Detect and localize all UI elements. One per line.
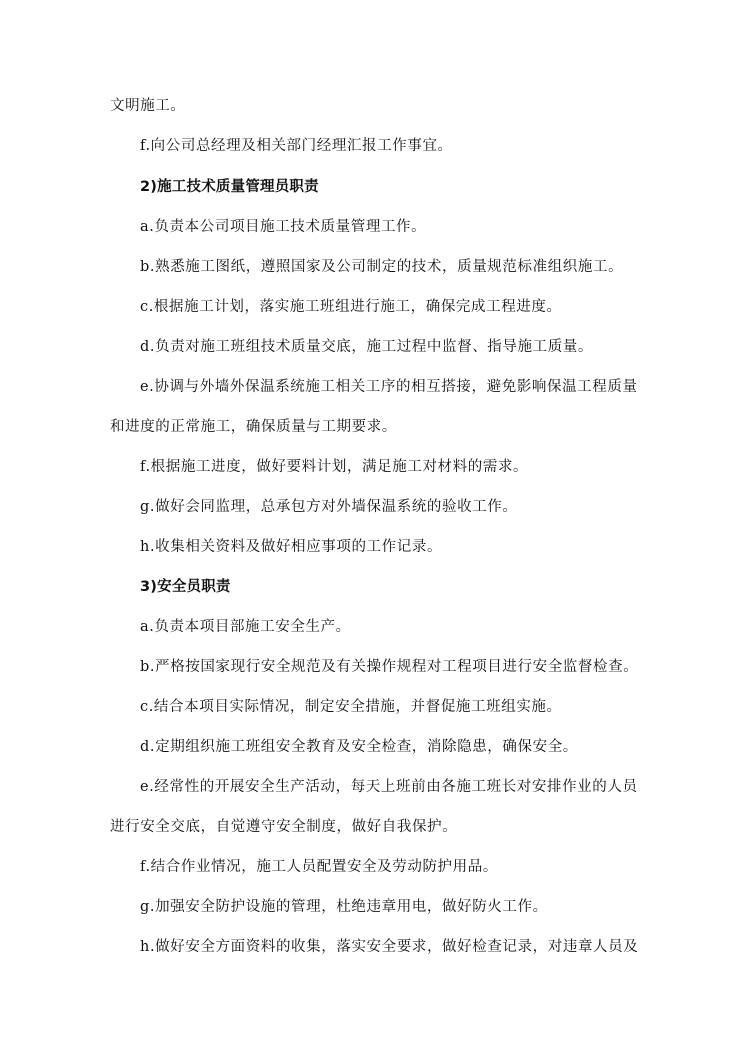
paragraph-line: d.负责对施工班组技术质量交底，施工过程中监督、指导施工质量。 <box>140 339 593 355</box>
paragraph-line: a.负责本公司项目施工技术质量管理工作。 <box>140 219 427 235</box>
paragraph-line: g.做好会同监理，总承包方对外墙保温系统的验收工作。 <box>140 499 518 515</box>
paragraph-line: c.根据施工计划，落实施工班组进行施工，确保完成工程进度。 <box>140 299 562 315</box>
paragraph-line: f.结合作业情况，施工人员配置安全及劳动防护用品。 <box>140 859 498 875</box>
paragraph-line: h.做好安全方面资料的收集，落实安全要求，做好检查记录，对违章人员及 <box>140 939 639 955</box>
paragraph-line: 进行安全交底，自觉遵守安全制度，做好自我保护。 <box>110 819 458 835</box>
paragraph-line: d.定期组织施工班组安全教育及安全检查，消除隐患，确保安全。 <box>140 739 578 755</box>
paragraph-line: e.经常性的开展安全生产活动，每天上班前由各施工班长对安排作业的人员 <box>140 779 638 795</box>
paragraph-line: a.负责本项目部施工安全生产。 <box>140 619 351 635</box>
paragraph-line: b.严格按国家现行安全规范及有关操作规程对工程项目进行安全监督检查。 <box>140 659 639 675</box>
paragraph-line: e.协调与外墙外保温系统施工相关工序的相互搭接，避免影响保温工程质量 <box>140 379 638 395</box>
paragraph-line: 和进度的正常施工，确保质量与工期要求。 <box>110 419 397 435</box>
section-heading: 3)安全员职责 <box>140 579 231 595</box>
paragraph-line: f.根据施工进度，做好要料计划，满足施工对材料的需求。 <box>140 459 529 475</box>
paragraph-line: c.结合本项目实际情况，制定安全措施，并督促施工班组实施。 <box>140 699 562 715</box>
paragraph-line: h.收集相关资料及做好相应事项的工作记录。 <box>140 539 443 555</box>
paragraph-line: b.熟悉施工图纸，遵照国家及公司制定的技术，质量规范标准组织施工。 <box>140 259 624 275</box>
paragraph-line: f.向公司总经理及相关部门经理汇报工作事宜。 <box>140 138 453 154</box>
section-heading: 2)施工技术质量管理员职责 <box>140 179 319 195</box>
paragraph-line: g.加强安全防护设施的管理，杜绝违章用电，做好防火工作。 <box>140 899 548 915</box>
paragraph-line: 文明施工。 <box>110 98 186 114</box>
